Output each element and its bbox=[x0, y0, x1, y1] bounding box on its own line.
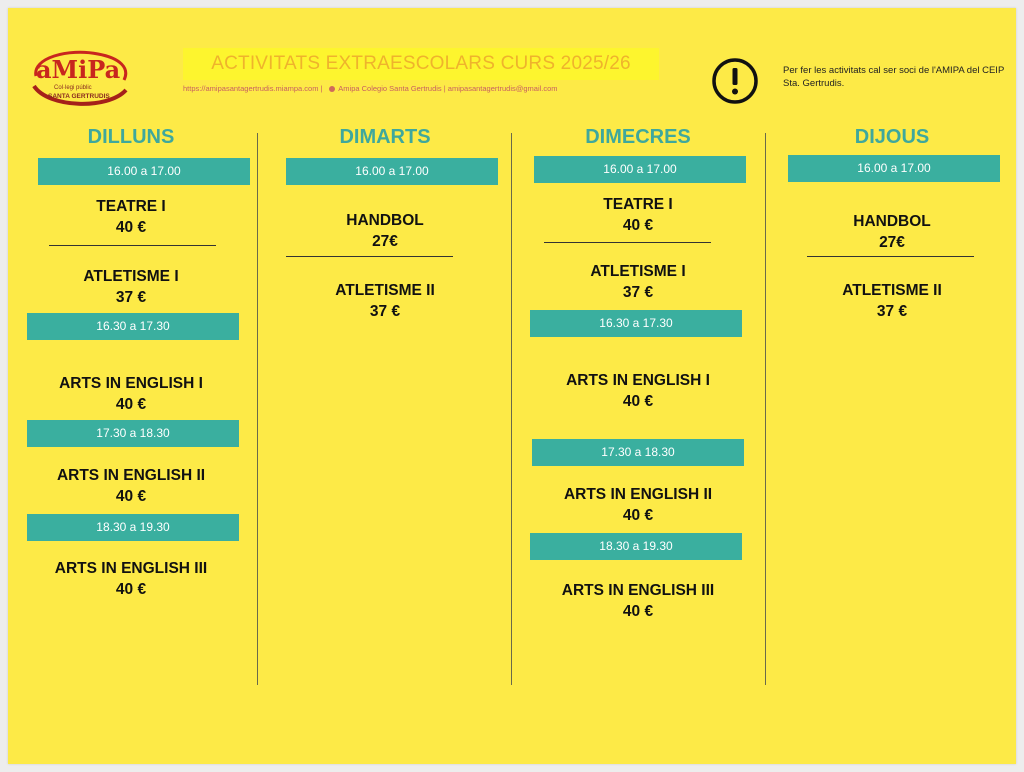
day-heading: DIMECRES bbox=[585, 126, 691, 148]
time-slot-bar: 16.00 a 17.00 bbox=[286, 158, 498, 185]
activity-price: 40 € bbox=[115, 396, 147, 413]
membership-note: Per fer les activitats cal ser soci de l'AMIPA del CEIP Sta. Gertrudis. bbox=[783, 65, 1005, 89]
activity-separator bbox=[49, 245, 216, 246]
activity-name: ARTS IN ENGLISH II bbox=[563, 486, 713, 503]
social-and-email[interactable]: Amipa Colegio Santa Gertrudis | amipasantagertrudis@gmail.com bbox=[338, 84, 558, 93]
activity-price: 37 € bbox=[369, 303, 401, 320]
time-slot-bar: 16.30 a 17.30 bbox=[27, 313, 239, 340]
activity-item bbox=[19, 266, 243, 308]
activity-item bbox=[19, 373, 243, 415]
amipa-logo bbox=[28, 46, 132, 112]
activity-name: ATLETISME II bbox=[842, 282, 942, 299]
column-divider bbox=[257, 133, 258, 685]
activity-item bbox=[780, 280, 1004, 322]
activity-name: TEATRE I bbox=[96, 198, 166, 215]
activity-name: TEATRE I bbox=[603, 196, 673, 213]
time-slot-bar: 18.30 a 19.30 bbox=[27, 514, 239, 541]
activity-item bbox=[19, 558, 243, 600]
activity-price: 40 € bbox=[115, 488, 147, 505]
activity-item bbox=[526, 580, 750, 622]
activity-name: ARTS IN ENGLISH III bbox=[561, 582, 715, 599]
activity-name: ATLETISME I bbox=[590, 263, 686, 280]
activity-item bbox=[526, 261, 750, 303]
activity-price: 40 € bbox=[622, 393, 654, 410]
column-divider bbox=[511, 133, 512, 685]
day-heading: DIMARTS bbox=[339, 126, 431, 148]
activity-price: 40 € bbox=[115, 219, 147, 236]
activity-name: ARTS IN ENGLISH I bbox=[566, 372, 710, 389]
activity-name: ARTS IN ENGLISH III bbox=[54, 560, 208, 577]
column-divider bbox=[765, 133, 766, 685]
time-slot-bar: 16.00 a 17.00 bbox=[788, 155, 1000, 182]
logo-line1: Col·legi públic bbox=[54, 85, 92, 91]
activity-price: 27€ bbox=[372, 233, 398, 250]
activity-item bbox=[273, 210, 497, 252]
activity-separator bbox=[286, 256, 453, 257]
activity-price: 40 € bbox=[115, 581, 147, 598]
time-slot-bar: 18.30 a 19.30 bbox=[530, 533, 742, 560]
activity-item bbox=[273, 280, 497, 322]
activity-name: ATLETISME I bbox=[83, 268, 179, 285]
time-slot-bar: 16.00 a 17.00 bbox=[534, 156, 746, 183]
logo-line2: SANTA GERTRUDIS bbox=[48, 93, 110, 100]
schedule-poster bbox=[8, 8, 1016, 764]
activity-separator bbox=[807, 256, 974, 257]
activity-price: 37 € bbox=[876, 303, 908, 320]
exclamation-circle-icon bbox=[710, 56, 760, 106]
day-heading: DIJOUS bbox=[854, 126, 930, 148]
activity-item bbox=[526, 370, 750, 412]
activity-separator bbox=[544, 242, 711, 243]
time-slot-bar: 17.30 a 18.30 bbox=[27, 420, 239, 447]
website-link[interactable]: https://amipasantagertrudis.miampa.com | bbox=[183, 84, 323, 93]
page-title: ACTIVITATS EXTRAESCOLARS CURS 2025/26 bbox=[183, 48, 659, 80]
activity-price: 40 € bbox=[622, 217, 654, 234]
activity-price: 27€ bbox=[879, 234, 905, 251]
activity-item bbox=[526, 194, 750, 236]
activity-price: 37 € bbox=[115, 289, 147, 306]
activity-name: ARTS IN ENGLISH I bbox=[59, 375, 203, 392]
activity-name: ARTS IN ENGLISH II bbox=[56, 467, 206, 484]
activity-item bbox=[780, 211, 1004, 253]
activity-item bbox=[19, 465, 243, 507]
activity-item bbox=[19, 196, 243, 238]
time-slot-bar: 17.30 a 18.30 bbox=[532, 439, 744, 466]
instagram-icon bbox=[329, 86, 335, 92]
activity-item bbox=[526, 484, 750, 526]
time-slot-bar: 16.30 a 17.30 bbox=[530, 310, 742, 337]
time-slot-bar: 16.00 a 17.00 bbox=[38, 158, 250, 185]
logo-wordmark: aMiPa bbox=[36, 55, 121, 84]
activity-price: 37 € bbox=[622, 284, 654, 301]
activity-price: 40 € bbox=[622, 603, 654, 620]
day-heading: DILLUNS bbox=[87, 126, 175, 148]
activity-price: 40 € bbox=[622, 507, 654, 524]
contact-links bbox=[183, 84, 663, 93]
activity-name: HANDBOL bbox=[346, 212, 424, 229]
activity-name: HANDBOL bbox=[853, 213, 931, 230]
activity-name: ATLETISME II bbox=[335, 282, 435, 299]
